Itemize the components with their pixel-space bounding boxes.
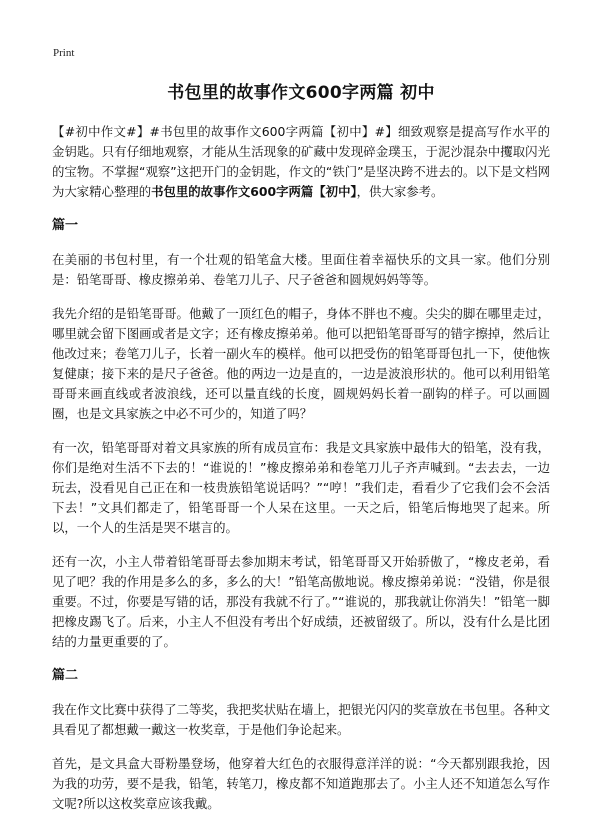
intro-paragraph xyxy=(52,122,550,202)
intro-highlight: 书包里的故事作文600字两篇【初中】 xyxy=(151,184,357,199)
intro-text-end: ，供大家参考。 xyxy=(356,184,444,199)
section-two xyxy=(52,666,550,814)
paragraph: 在美丽的书包村里，有一个壮观的铅笔盒大楼。里面住着幸福快乐的文具一家。他们分别是：铅笔哥哥、橡皮擦弟弟、卷笔刀儿子、尺子爸爸和圆规妈妈等等。 xyxy=(52,252,550,287)
paragraph: 我在作文比赛中获得了二等奖，我把奖状贴在墙上，把银光闪闪的奖章放在书包里。各种文具看见了都想戴一戴这一枚奖章，于是他们争论起来。 xyxy=(52,702,550,737)
paragraph: 还有一次，小主人带着铅笔哥哥去参加期末考试，铅笔哥哥又开始骄傲了，“橡皮老弟，看见了吧？我的作用是多么的多，多么的大！”铅笔高傲地说。橡皮擦弟弟说：“没错，你是很重要。不过，你要是写错的话，那没有我就不行了。”“谁说的，那我就让你消失！”铅笔一脚把橡皮踢飞了。后来，小主人不但没有考出个好成绩，还被留级了。所以，没有什么是比团结的力量更重要的了。 xyxy=(52,554,550,649)
section-heading: 篇二 xyxy=(52,668,79,683)
section-heading: 篇一 xyxy=(52,218,79,233)
page-title: 书包里的故事作文600字两篇 初中 xyxy=(167,83,435,103)
paragraph: 首先，是文具盒大哥粉墨登场，他穿着大红色的衣服得意洋洋的说：“今天都别跟我抢，因为我的功劳，要不是我，铅笔，转笔刀，橡皮都不知道跑那去了。小主人还不知道怎么写作文呢?所以这枚奖章应该我戴。 xyxy=(52,756,550,811)
print-label[interactable]: Print xyxy=(53,47,75,59)
paragraph: 有一次，铅笔哥哥对着文具家族的所有成员宣布：我是文具家族中最伟大的铅笔，没有我，你们是绝对生活不下去的！“谁说的！”橡皮擦弟弟和卷笔刀儿子齐声喊到。“去去去，一边玩去，没看见自己正在和一枝贵族铅笔说话吗？”“哼！”我们走，看看少了它我们会不会活下去！”文具们都走了，铅笔哥哥一个人呆在这里。一天之后，铅笔后悔地哭了起来。所以，一个人的生活是哭不堪言的。 xyxy=(52,440,550,535)
section-one xyxy=(52,216,550,652)
paragraph: 我先介绍的是铅笔哥哥。他戴了一顶红色的帽子，身体不胖也不瘦。尖尖的脚在哪里走过，哪里就会留下图画或者是文字；还有橡皮擦弟弟。他可以把铅笔哥哥写的错字擦掉，然后让他改过来；卷笔刀儿子，长着一副火车的模样。他可以把受伤的铅笔哥哥包扎一下，使他恢复健康；接下来的是尺子爸爸。他的两边一边是直的，一边是波浪形状的。他可以利用铅笔哥哥来画直线或者波浪线，还可以量直线的长度，圆规妈妈长着一副钩的样子。可以画圆圈，也是文具家族之中必不可少的，知道了吗？ xyxy=(52,306,550,421)
intro-text-start: 【#初中作文#】#书包里的故事作文600字两篇【初中】#】细致观察是提高写作水平的金钥匙。只有仔细地观察，才能从生活现象的矿藏中发现碎金璞玉，于泥沙混杂中攫取闪光的宝物。不掌握“观察”这把开门的金钥匙，作文的“铁门”是坚决跨不进去的。以下是文档网为大家精心整理的 xyxy=(52,124,550,199)
article-body xyxy=(52,122,550,828)
